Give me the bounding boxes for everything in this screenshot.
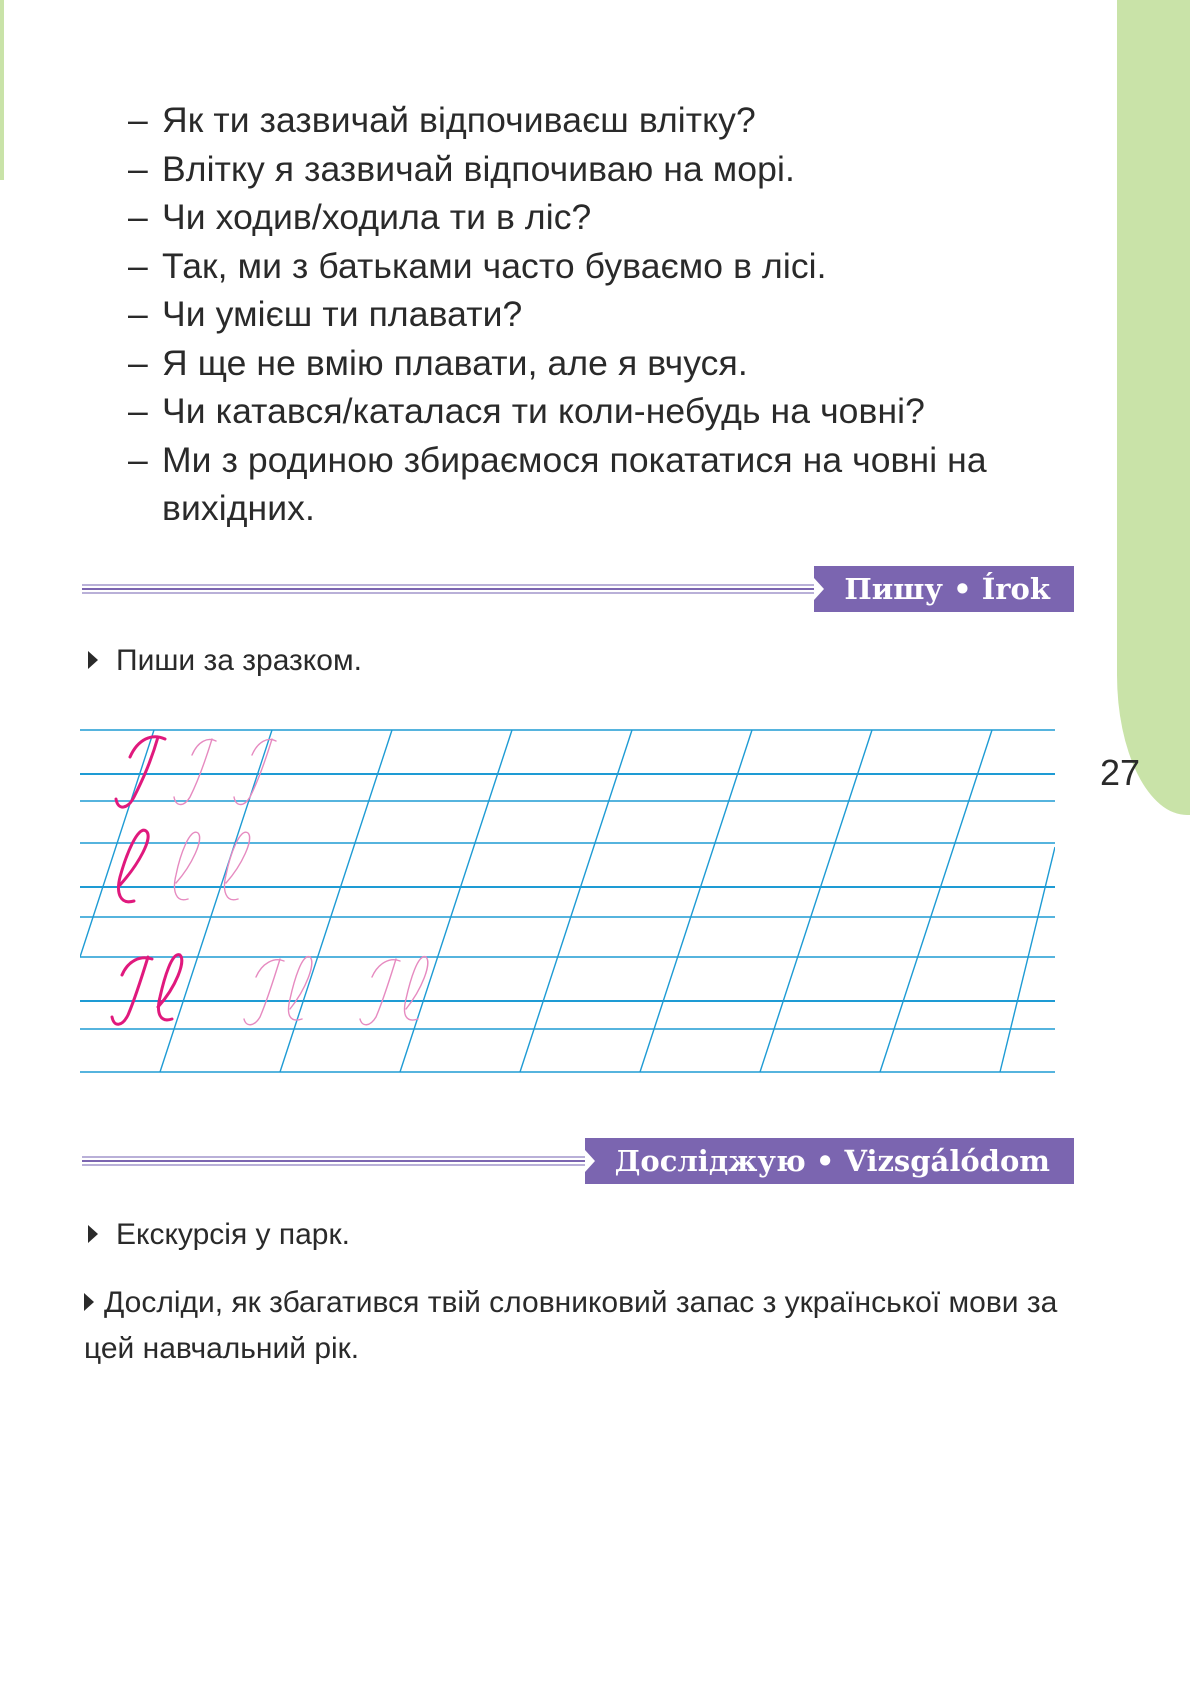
sample-row-Il — [112, 955, 428, 1025]
dialogue-line — [128, 290, 1088, 339]
dialogue-line — [128, 436, 1088, 533]
task-text: Пиши за зразком. — [116, 644, 362, 677]
dialogue-line — [128, 242, 1088, 291]
dialogue-dash: – — [128, 197, 148, 237]
dialogue-line — [128, 96, 1088, 145]
divider-lines-graphic — [82, 1155, 622, 1167]
dialogue-line — [128, 387, 1088, 436]
page-number: 27 — [1100, 752, 1141, 793]
dialogue-line — [128, 145, 1088, 194]
ruling-lines — [80, 730, 1055, 1072]
dialogue-text: Ми з родиною збираємося покататися на човні на вихідних. — [162, 439, 987, 528]
task-excursion — [88, 1212, 350, 1258]
section-write-label — [814, 566, 1074, 612]
section-explore-label — [585, 1138, 1074, 1184]
dialogue-text: Так, ми з батьками часто буваємо в лісі. — [162, 245, 827, 286]
triangle-bullet-icon — [88, 651, 98, 669]
dialogue-text: Чи ходив/ходила ти в ліс? — [162, 197, 592, 237]
triangle-bullet-icon — [88, 1225, 98, 1243]
dialogue-dash: – — [128, 148, 148, 189]
section-explore-header — [82, 1138, 1074, 1184]
dialogue-line — [128, 339, 1088, 388]
task-text: Екскурсія у парк. — [116, 1218, 350, 1251]
left-margin-strip — [0, 0, 4, 180]
copybook-grid — [80, 725, 1055, 1075]
dialogue-dash: – — [128, 342, 148, 383]
dialogue-text: Як ти зазвичай відпочиваєш влітку? — [162, 100, 756, 140]
sample-row-lowercase-l — [119, 830, 250, 902]
section-explore-title: Досліджую • Vizsgálódom — [614, 1144, 1050, 1178]
dialogue-dash: – — [128, 245, 148, 286]
model-letter-l — [119, 830, 149, 902]
dialogue-dash: – — [128, 100, 148, 140]
dialogue-dash: – — [128, 439, 148, 480]
dialogue-text: Чи катався/каталася ти коли-небудь на човні? — [162, 391, 926, 431]
model-letter-Il — [112, 955, 182, 1025]
section-write-header — [82, 566, 1074, 612]
dialogue-text: Чи умієш ти плавати? — [162, 294, 523, 334]
green-side-tab — [1117, 0, 1190, 815]
task-text: Досліди, як збагатився твій словниковий запас з української мови за цей навчальний рік. — [84, 1286, 1058, 1365]
trace-letter-I — [234, 739, 276, 805]
dialogue-text: Я ще не вмію плавати, але я вчуся. — [162, 342, 748, 383]
dialogue-line — [128, 193, 1088, 242]
dialogue-text: Влітку я зазвичай відпочиваю на морі. — [162, 148, 795, 189]
divider-lines-graphic — [82, 583, 862, 595]
dialogue-dash: – — [128, 294, 148, 334]
task-write-instruction — [88, 638, 362, 684]
dialogue-dash: – — [128, 391, 148, 431]
trace-letter-Il — [360, 957, 428, 1025]
section-arrow-icon — [585, 1150, 595, 1172]
handwriting-grid — [80, 725, 1055, 1075]
dialogue-list — [128, 96, 1088, 533]
section-arrow-icon — [814, 578, 824, 600]
section-write-title: Пишу • Írok — [844, 572, 1050, 606]
trace-letter-I — [174, 739, 216, 805]
task-research — [84, 1280, 1074, 1372]
triangle-bullet-icon — [84, 1293, 94, 1311]
trace-letter-Il — [244, 957, 312, 1025]
